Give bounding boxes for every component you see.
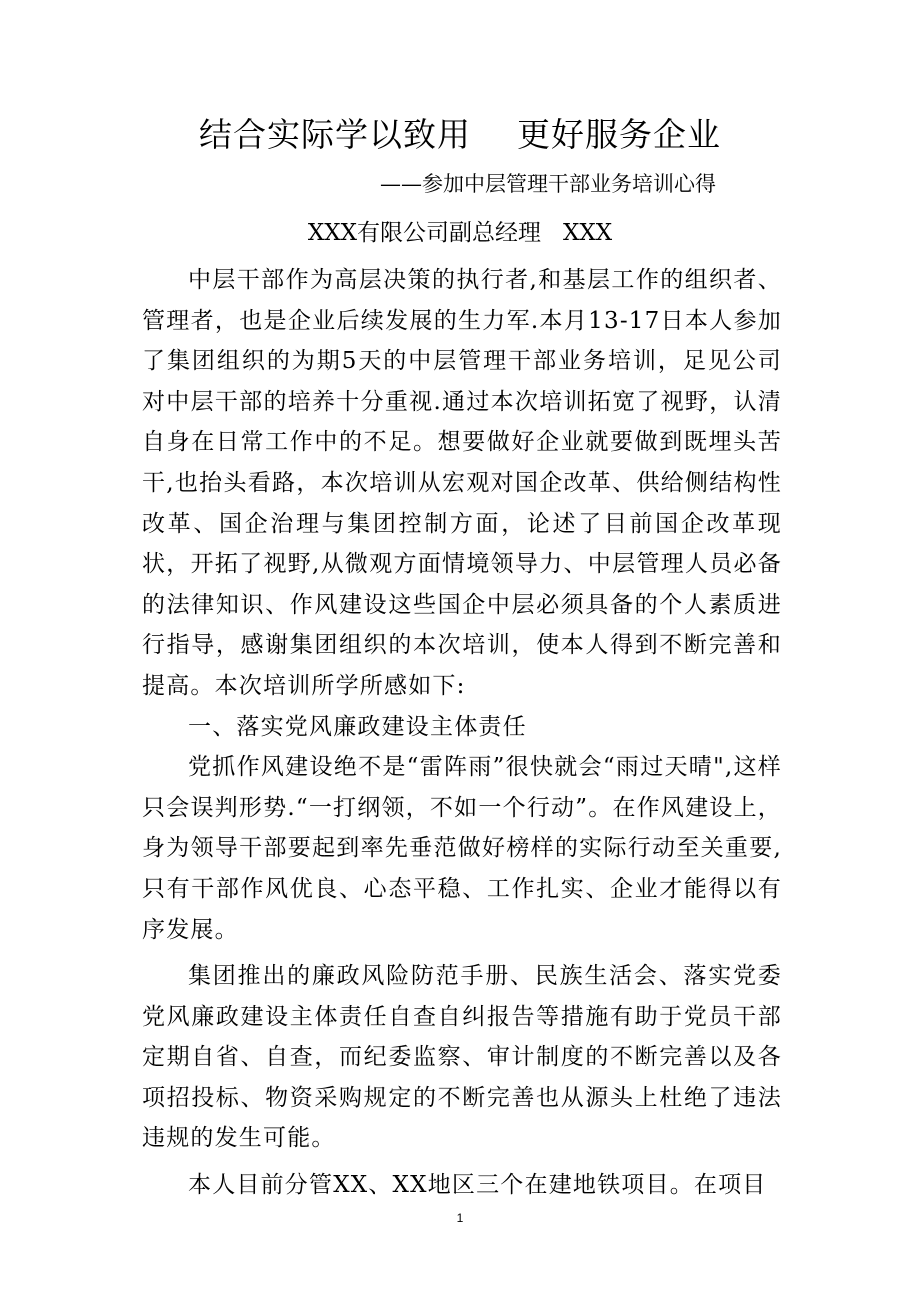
author-line: XXX有限公司副总经理 XXX (307, 220, 613, 246)
document-subtitle: ——参加中层管理干部业务培训心得 (380, 172, 716, 196)
page-number: 1 (456, 1211, 464, 1225)
paragraph-intro: 中层干部作为高层决策的执行者,和基层工作的组织者、管理者，也是企业后续发展的生力军.本月13-17日本人参加了集团组织的为期5天的中层管理干部业务培训，足见公司对中层干部的培养十分重视.通过本次培训拓宽了视野，认清自身在日常工作中的不足。想要做好企业就要做到既埋头苦干,也抬头看路，本次培训从宏观对国企改革、供给侧结构性改革、国企治理与集团控制方面，论述了目前国企改革现状，开拓了视野,从微观方面情境领导力、中层管理人员必备的法律知识、作风建设这些国企中层必须具备的个人素质进行指导，感谢集团组织的本次培训，使本人得到不断完善和提高。本次培训所学所感如下: (142, 267, 782, 699)
paragraph-style-building: 党抓作风建设绝不是“雷阵雨”很快就会“雨过天晴",这样只会误判形势.“一打纲领，不如一个行动”。在作风建设上，身为领导干部要起到率先垂范做好榜样的实际行动至关重要,只有干部作风优良、心态平稳、工作扎实、企业才能得以有序发展。 (142, 754, 782, 943)
paragraph-anti-corruption: 集团推出的廉政风险防范手册、民族生活会、落实党委党风廉政建设主体责任自查自纠报告等措施有助于党员干部定期自省、自查，而纪委监察、审计制度的不断完善以及各项招投标、物资采购规定的不断完善也从源头上杜绝了违法违规的发生可能。 (142, 963, 782, 1152)
paragraph-projects: 本人目前分管XX、XX地区三个在建地铁项目。在项目 (188, 1172, 767, 1199)
document-title: 结合实际学以致用 更好服务企业 (199, 115, 721, 154)
document-body (142, 260, 782, 1206)
section-heading: 一、落实党风廉政建设主体责任 (188, 713, 527, 740)
